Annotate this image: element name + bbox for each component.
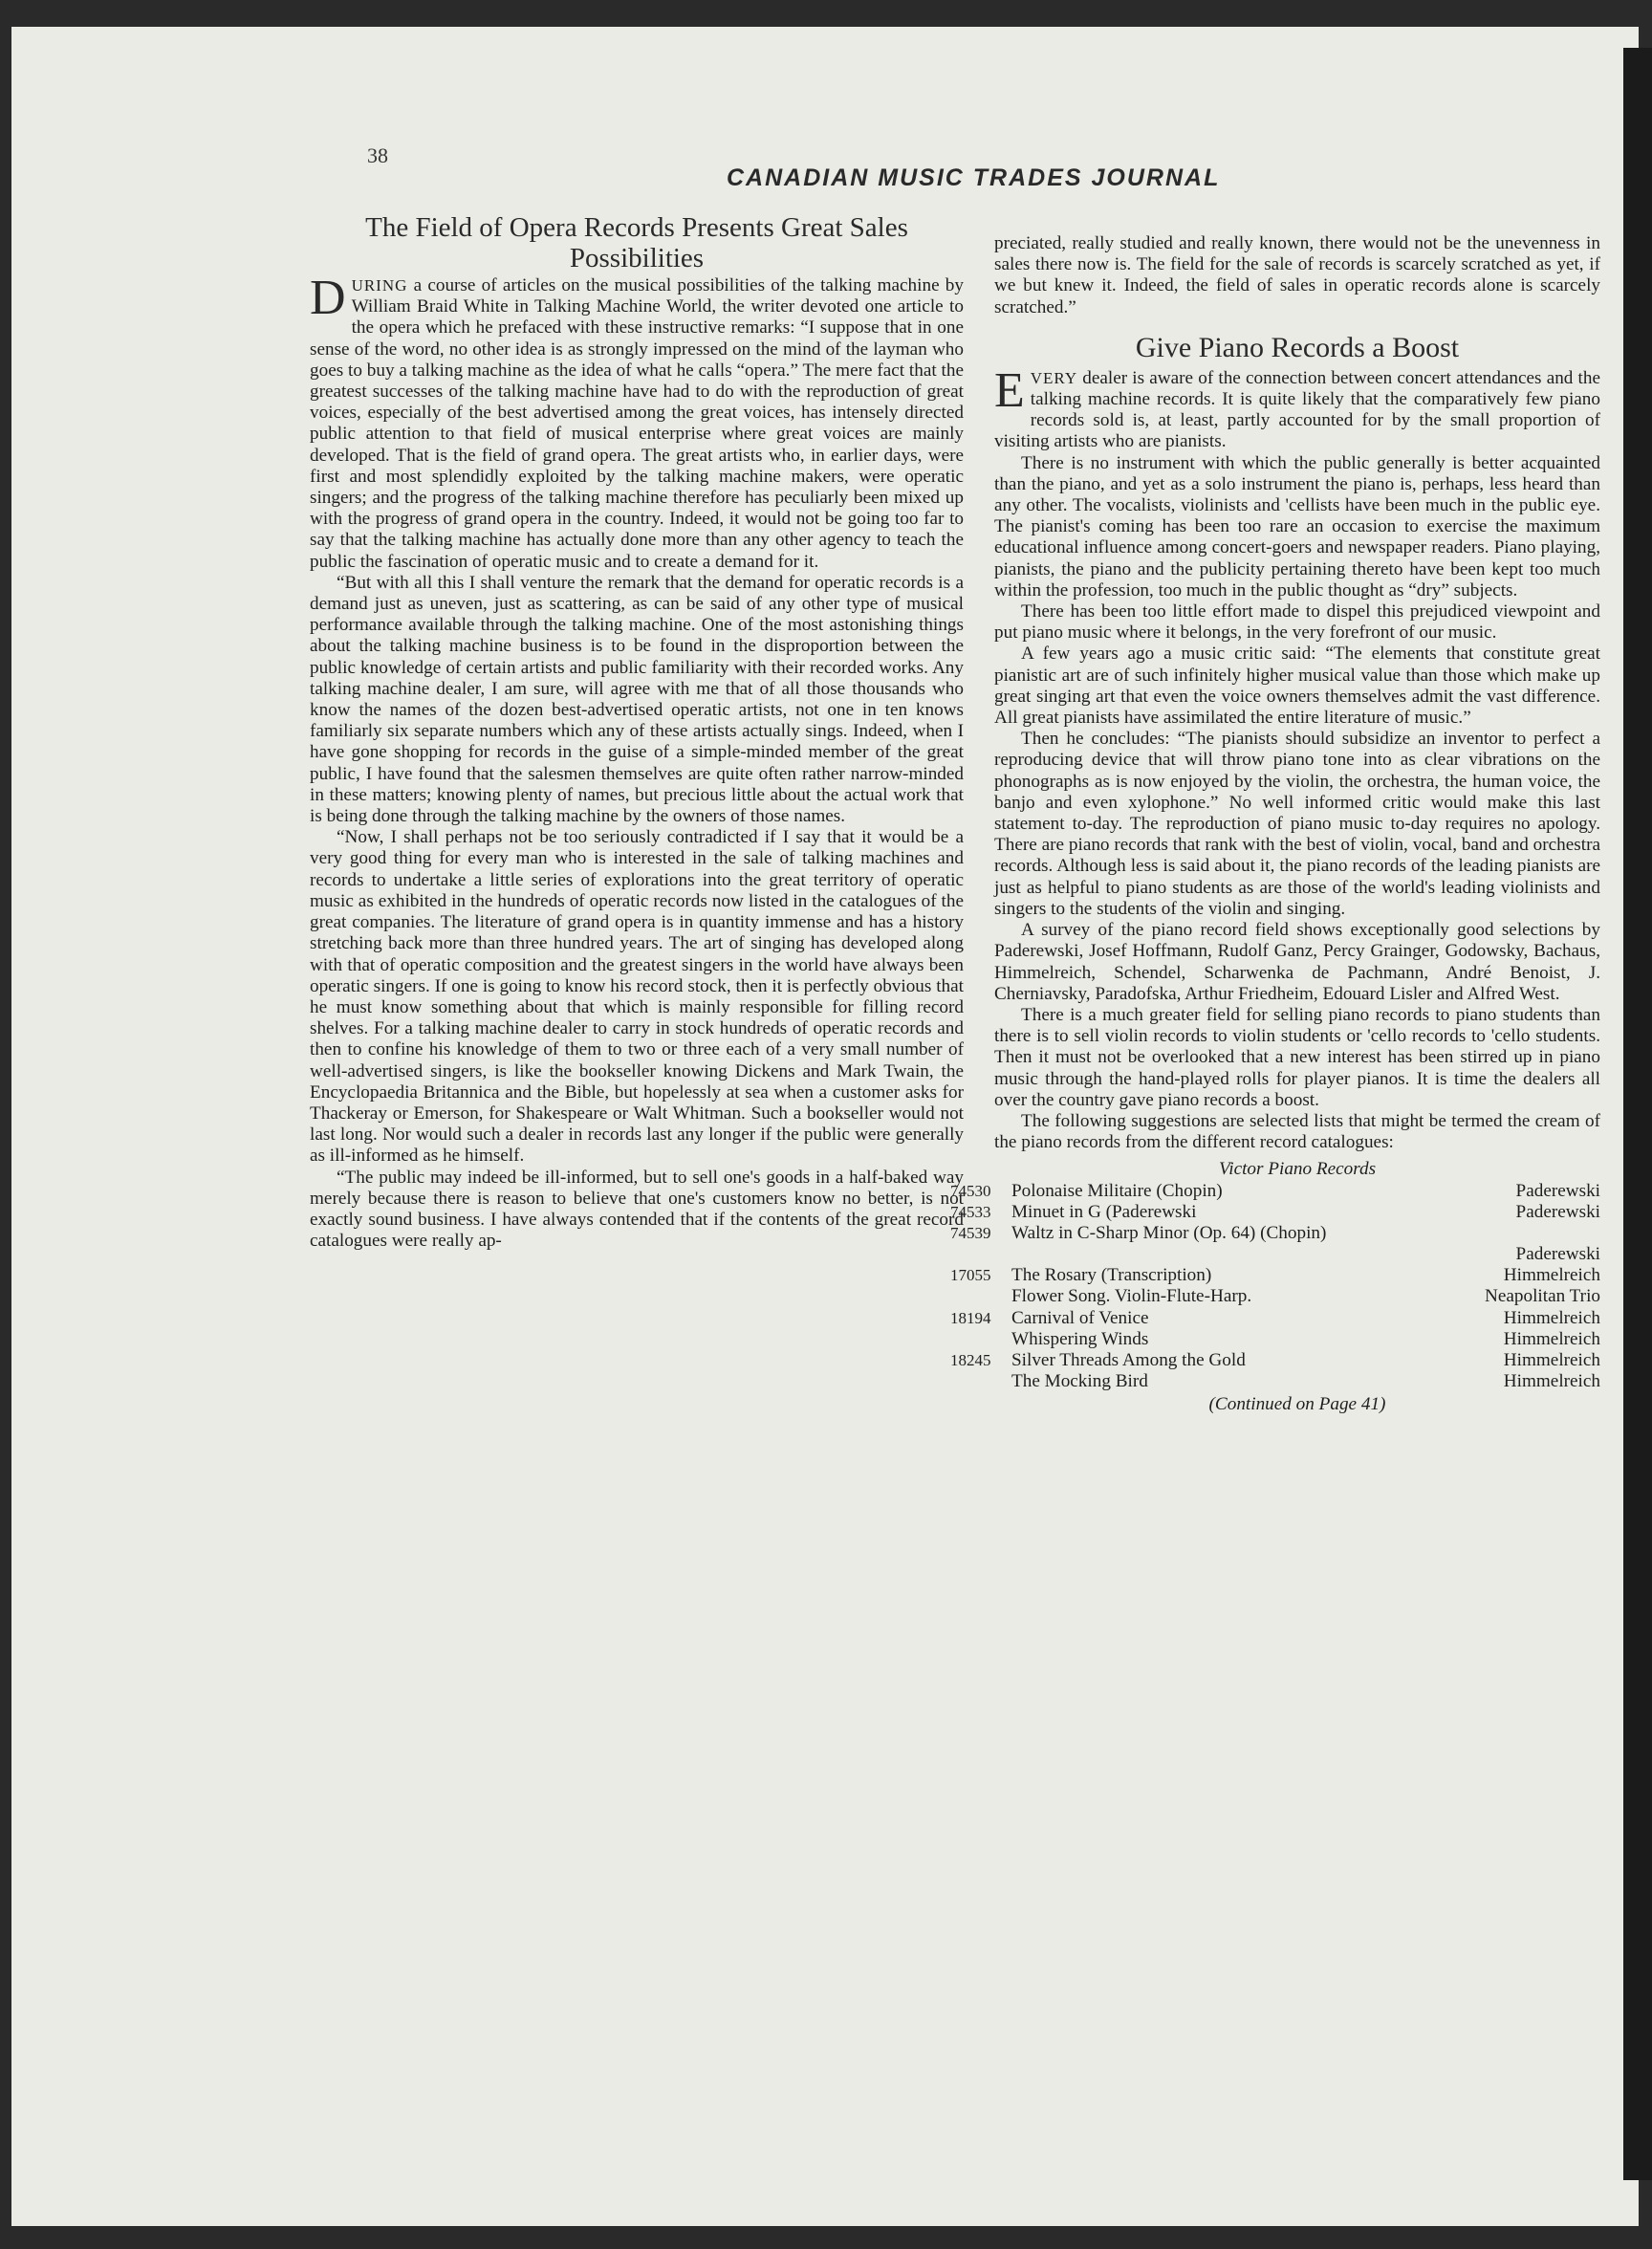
record-title: Polonaise Militaire (Chopin) xyxy=(1011,1180,1223,1201)
record-row xyxy=(994,1286,1600,1307)
page-number: 38 xyxy=(367,143,388,167)
record-title: The Mocking Bird xyxy=(1011,1371,1148,1392)
right-column xyxy=(950,233,1600,1416)
article1-dropcap: D xyxy=(310,271,346,325)
article2-dropcap: E xyxy=(994,362,1025,418)
record-number: 74533 xyxy=(950,1202,991,1221)
record-row xyxy=(950,1307,1600,1329)
record-title: Silver Threads Among the Gold xyxy=(1011,1350,1246,1371)
record-number: 18194 xyxy=(950,1308,991,1327)
record-artist: Himmelreich xyxy=(1503,1265,1600,1286)
catalogue-title: Victor Piano Records xyxy=(1218,1159,1377,1180)
record-row xyxy=(994,1244,1600,1265)
record-title: The Rosary (Transcription) xyxy=(1011,1265,1212,1286)
record-number: 74539 xyxy=(950,1223,991,1242)
record-artist: Himmelreich xyxy=(1503,1307,1600,1328)
article2-paragraph-2: There is no instrument with which the public generally is better acquainted than the piano, and yet as a solo instrument the piano is, perhaps, less heard than any other. The vocalists, violinists and 'cellists have been much in the public eye. The pianist's coming has been too rare an occasion to exercise the maximum educational influence among concert-goers and newspaper readers. Piano playing, pianists, the piano and the publicity pertaining thereto have been kept too much within the profession, too much in the public thought as “dry” subjects. xyxy=(994,452,1600,600)
record-row xyxy=(950,1180,1600,1202)
continued-note: (Continued on Page 41) xyxy=(1208,1394,1386,1415)
article1-lead-word: URING xyxy=(351,276,408,295)
record-title: Waltz in C-Sharp Minor (Op. 64) (Chopin) xyxy=(1011,1222,1327,1243)
record-artist: Himmelreich xyxy=(1503,1328,1600,1349)
record-row xyxy=(950,1201,1600,1223)
record-row xyxy=(950,1265,1600,1286)
record-artist: Himmelreich xyxy=(1503,1371,1600,1392)
running-head: CANADIAN MUSIC TRADES JOURNAL xyxy=(727,164,1221,191)
record-number: 18245 xyxy=(950,1351,991,1370)
record-row xyxy=(950,1350,1600,1371)
article2-paragraph-4: A few years ago a music critic said: “The elements that constitute great pianistic art are of such infinitely higher musical value than those which make up great singing art that even the voice owners themselves admit the vast difference. All great pianists have assimilated the entire literature of music.” xyxy=(994,644,1600,729)
article1-paragraph-4: “The public may indeed be ill-informed, but to sell one's goods in a half-baked way merely because there is reason to believe that one's customers know no better, is not exactly sound business. I have always contended that if the contents of the great record catalogues were really ap- xyxy=(310,1167,964,1252)
article1-title: The Field of Opera Records Presents Great Sales Possibilities xyxy=(365,212,908,273)
record-artist: Neapolitan Trio xyxy=(1485,1286,1600,1307)
article1-paragraph-1 xyxy=(310,271,964,573)
record-number: 74530 xyxy=(950,1181,991,1200)
record-row xyxy=(950,1222,1600,1244)
article2-paragraph-1 xyxy=(994,362,1600,453)
record-title: Whispering Winds xyxy=(1011,1328,1149,1349)
left-column xyxy=(310,212,964,1252)
article2-paragraph-8: The following suggestions are selected lists that might be termed the cream of the piano records from the different record catalogues: xyxy=(994,1110,1600,1153)
article2-p1-text: dealer is aware of the connection between concert attendances and the talking machine records. It is quite likely that the comparatively few piano records sold is, at least, partly accounted for by the small proportion of visiting artists who are pianists. xyxy=(994,367,1600,452)
record-number: 17055 xyxy=(950,1266,991,1285)
record-title: Minuet in G (Paderewski xyxy=(1011,1201,1197,1222)
article1-continuation: preciated, really studied and really known, there would not be the unevenness in sales there now is. The field for the sale of records is scarcely scratched as yet, if we but knew it. Indeed, the field of sales in operatic records alone is scarcely scratched.” xyxy=(994,233,1600,317)
article1-paragraph-3: “Now, I shall perhaps not be too seriously contradicted if I say that it would be a very good thing for every man who is interested in the sale of talking machines and records to undertake a little series of explorations into the great territory of operatic music as exhibited in the hundreds of operatic records now listed in the catalogues of the great companies. The literature of grand opera is in quantity immense and has a history stretching back more than three hundred years. The art of singing has developed along with that of operatic composition and the greatest singers in the world have always been operatic singers. If one is going to know his record stock, then it is perfectly obvious that he must know something about that which is mainly responsible for filling record shelves. For a talking machine dealer to carry in stock hundreds of operatic records and then to confine his knowledge of them to two or three each of a very small number of well-advertised singers, is like the bookseller knowing Dickens and Mark Twain, the Encyclopaedia Britannica and the Bible, but hopelessly at sea when a customer asks for Thackeray or Emerson, for Shakespeare or Walt Whitman. Such a bookseller would not last long. Nor would such a dealer in records last any longer if the public were generally as ill-informed as he himself. xyxy=(310,827,964,1167)
record-artist: Paderewski xyxy=(1515,1244,1600,1265)
record-artist: Paderewski xyxy=(1515,1180,1600,1201)
article2-title: Give Piano Records a Boost xyxy=(1135,331,1460,363)
record-row xyxy=(994,1329,1600,1350)
scan-border xyxy=(1623,48,1652,2180)
article2-paragraph-6: A survey of the piano record field shows exceptionally good selections by Paderewski, Josef Hoffmann, Rudolf Ganz, Percy Grainger, Godowsky, Bachaus, Himmelreich, Schendel, Scharwenka de Pachmann, André Benoist, J. Cherniavsky, Paradofska, Arthur Friedheim, Edouard Lisler and Alfred West. xyxy=(994,920,1600,1004)
article2-paragraph-5: Then he concludes: “The pianists should subsidize an inventor to perfect a reproducing device that will throw piano tone into as clear vibrations on the phonographs as is now enjoyed by the violin, the orchestra, the human voice, the banjo and even xylophone.” No well informed critic would make this last statement to-day. The reproduction of piano music to-day requires no apology. There are piano records that rank with the best of violin, vocal, band and orchestra records. Although less is said about it, the piano records of the leading pianists are just as helpful to piano students as are those of the world's leading violinists and singers to the students of the violin and singing. xyxy=(994,729,1600,919)
record-artist: Himmelreich xyxy=(1503,1350,1600,1371)
article1-paragraph-2: “But with all this I shall venture the remark that the demand for operatic records is a demand just as uneven, just as scattering, as can be said of any other type of musical performance available through the talking machine. One of the most astonishing things about the talking machine business is to be found in the disproportion between the public knowledge of certain artists and public familiarity with their recorded works. Any talking machine dealer, I am sure, will agree with me that of all those thousands who know the names of the dozen best-advertised operatic artists, not one in ten knows familiarly six separate numbers which any of these artists actually sings. Indeed, when I have gone shopping for records in the guise of a simple-minded member of the great public, I have found that the salesmen themselves are quite often rather narrow-minded in these matters; knowing plenty of names, but precious little about the actual work that is being done through the talking machine by the owners of those names. xyxy=(310,572,964,827)
article1-p1-text: a course of articles on the musical possibilities of the talking machine by William Braid White in Talking Machine World, the writer devoted one article to the opera which he prefaced with these instructive remarks: “I suppose that in one sense of the word, no other idea is as strongly impressed on the mind of the layman who goes to buy a talking machine as the idea of what he calls “opera.” The mere fact that the greatest successes of the talking machine have had to do with the reproduction of great voices, especially of the best advertised among the great voices, has intensely directed public attention to that field of musical enterprise where great voices are mainly developed. That is the field of grand opera. The great artists who, in earlier days, were first and most splendidly exploited by the talking machine makers, were operatic singers; and the progress of the talking machine therefore has peculiarly been mixed up with the progress of grand opera in the country. Indeed, it would not be going too far to say that the talking machine has actually done more than any other agency to teach the public the fascination of operatic music and to create a demand for it. xyxy=(310,275,964,572)
record-title: Carnival of Venice xyxy=(1011,1307,1149,1328)
article2-paragraph-7: There is a much greater field for selling piano records to piano students than there is to sell violin records to violin students or 'cello records to 'cello students. Then it must not be overlooked that a new interest has been stirred up in piano music through the hand-played rolls for player pianos. It is time the dealers all over the country gave piano records a boost. xyxy=(994,1004,1600,1110)
article2-paragraph-3: There has been too little effort made to dispel this prejudiced viewpoint and put piano music where it belongs, in the very forefront of our music. xyxy=(994,601,1600,644)
record-row xyxy=(994,1371,1600,1392)
record-artist: Paderewski xyxy=(1515,1201,1600,1222)
record-list xyxy=(950,1180,1600,1393)
record-title: Flower Song. Violin-Flute-Harp. xyxy=(1011,1286,1252,1307)
article2-lead-word: VERY xyxy=(1030,368,1078,387)
